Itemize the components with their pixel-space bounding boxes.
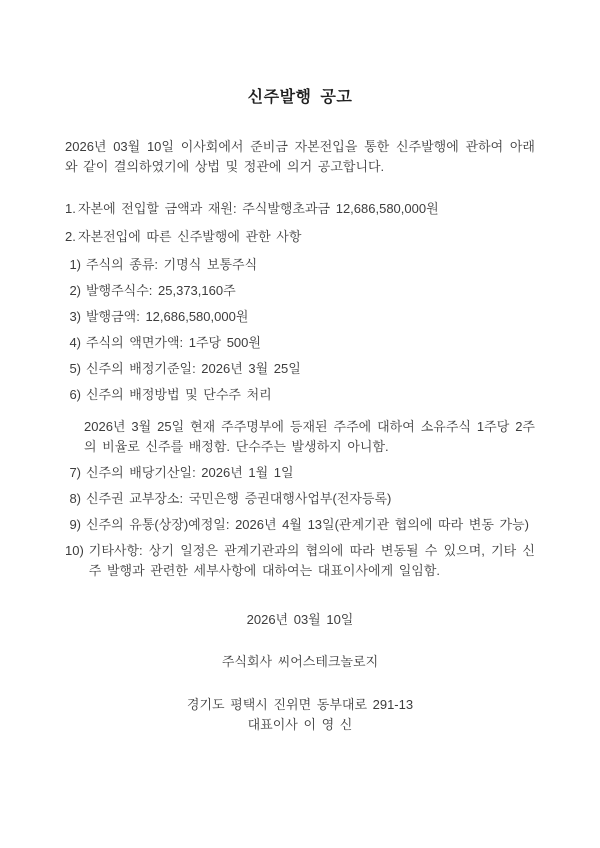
item-text: 신주권 교부장소: 국민은행 증권대행사업부(전자등록) bbox=[86, 491, 392, 506]
item-number: 4) bbox=[69, 335, 81, 350]
item-text: 자본전입에 따른 신주발행에 관한 사항 bbox=[78, 229, 302, 244]
sub-item-4 bbox=[65, 333, 535, 353]
item-number: 6) bbox=[69, 387, 81, 402]
sub-item-9 bbox=[65, 515, 535, 535]
item-text: 신주의 배정기준일: 2026년 3월 25일 bbox=[86, 361, 301, 376]
notice-date: 2026년 03월 10일 bbox=[246, 612, 354, 627]
sub-item-2 bbox=[65, 281, 535, 301]
page-title: 신주발행 공고 bbox=[247, 89, 353, 106]
company-name: 주식회사 씨어스테크놀로지 bbox=[221, 654, 379, 669]
sub-item-1 bbox=[65, 255, 535, 275]
intro-paragraph: 2026년 03월 10일 이사회에서 준비금 자본전입을 통한 신주발행에 관하여 아래와 같이 결의하였기에 상법 및 정관에 의거 공고합니다. bbox=[65, 139, 535, 174]
item-number: 2) bbox=[69, 283, 81, 298]
item-text: 자본에 전입할 금액과 재원: 주식발행초과금 12,686,580,000원 bbox=[78, 201, 439, 216]
sub-item-8 bbox=[65, 489, 535, 509]
sub-item-10 bbox=[65, 541, 535, 581]
item-number: 7) bbox=[69, 465, 81, 480]
item-text: 발행주식수: 25,373,160주 bbox=[86, 283, 236, 298]
main-item-1 bbox=[65, 199, 535, 219]
sub-item-5 bbox=[65, 359, 535, 379]
sub-item-7 bbox=[65, 463, 535, 483]
item-text: 주식의 종류: 기명식 보통주식 bbox=[86, 257, 258, 272]
item-text: 주식의 액면가액: 1주당 500원 bbox=[86, 335, 261, 350]
item-number: 8) bbox=[69, 491, 81, 506]
item-number: 10) bbox=[65, 543, 84, 558]
item-text: 신주의 배정방법 및 단수주 처리 bbox=[86, 387, 272, 402]
sub-item-6-detail: 2026년 3월 25일 현재 주주명부에 등재된 주주에 대하여 소유주식 1주당 2주의 비율로 신주를 배정함. 단수주는 발생하지 아니함. bbox=[84, 419, 535, 454]
item-text: 신주의 배당기산일: 2026년 1월 1일 bbox=[86, 465, 294, 480]
item-number: 2. bbox=[65, 229, 76, 244]
item-number: 1. bbox=[65, 201, 76, 216]
item-number: 1) bbox=[69, 257, 81, 272]
item-number: 9) bbox=[69, 517, 81, 532]
item-number: 3) bbox=[69, 309, 81, 324]
sub-item-3 bbox=[65, 307, 535, 327]
company-address: 경기도 평택시 진위면 동부대로 291-13 bbox=[186, 697, 414, 712]
item-text: 발행금액: 12,686,580,000원 bbox=[86, 309, 249, 324]
main-item-2 bbox=[65, 227, 535, 247]
item-text: 신주의 유통(상장)예정일: 2026년 4월 13일(관계기관 협의에 따라 변동 가능) bbox=[86, 517, 529, 532]
item-text: 기타사항: 상기 일정은 관계기관과의 협의에 따라 변동될 수 있으며, 기타 신주 발행과 관련한 세부사항에 대하여는 대표이사에게 일임함. bbox=[88, 543, 535, 578]
item-number: 5) bbox=[69, 361, 81, 376]
sub-item-6 bbox=[65, 385, 535, 405]
ceo-name: 대표이사 이 영 신 bbox=[247, 717, 353, 732]
